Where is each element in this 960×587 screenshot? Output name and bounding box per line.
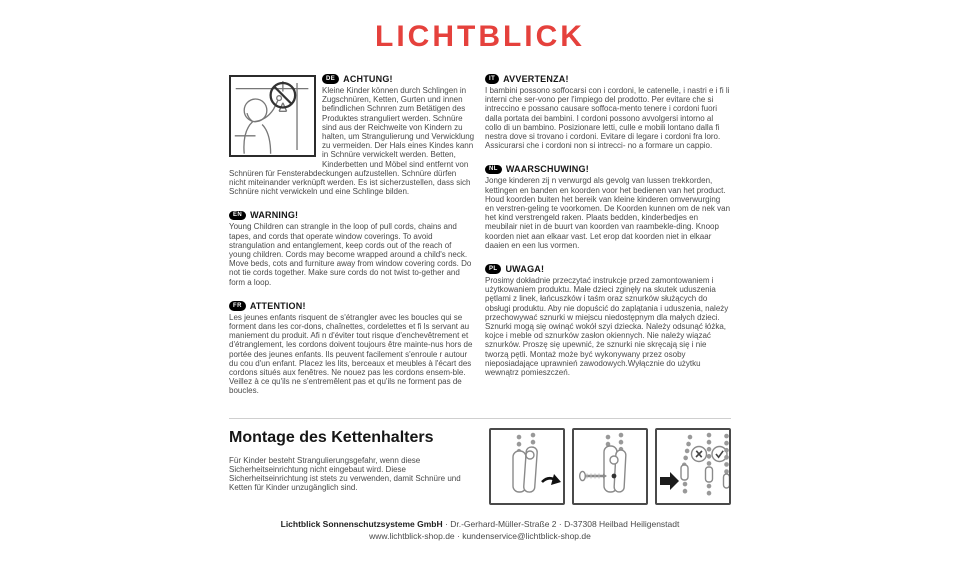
section-pl xyxy=(485,263,731,377)
arrow-right-icon xyxy=(660,472,679,490)
section-body-de: Kleine Kinder können durch Schlingen in Zugschnüren, Ketten, Gurten und innen befindlichen Schnren zum Betätigen des Produktes stranguliert werden. Schnüre sind aus der Reichweite von Kindern zu halten, um Strangulierung und Verwicklung zu vermeiden. Der Hals eines Kindes kann in Schnüre verwickelt werden. Betten, Kinderbetten und Möbel sind entfernt von Schnüren für Fensterabdeckungen aufzustellen. Schnüre dürfen nicht miteinander verknüpft werden. Es ist sicherzustellen, dass sich Schnüre nicht verwickeln und eine Schlinge bilden. xyxy=(229,86,475,197)
instruction-sheet xyxy=(229,0,731,542)
section-divider xyxy=(229,418,731,419)
footer xyxy=(229,518,731,542)
section-fr xyxy=(229,300,475,396)
company-address: Dr.-Gerhard-Müller-Straße 2 · D-37308 Heilbad Heiligenstadt xyxy=(450,518,680,529)
section-body-nl: Jonge kinderen zij n verwurgd als gevolg van lussen trekkorden, kettingen en banden en koorden voor het bedienen van het product. Houd koorden buiten het bereik van kleine kinderen omverwurging en verstren-geling te voorkomen. De Koorden kunnen om de nek van het kind verstrengeld raken. Plaats bedden, kinderbedjes en meubilair niet in de buurt van koorden van raambekle-ding. Knoop koorden niet aan elkaar vast. Let erop dat koorden niet in elkaar daaien en een lus vormen. xyxy=(485,176,731,250)
lang-badge-de: DE xyxy=(322,74,339,84)
footer-separator: · xyxy=(445,518,448,529)
section-title-nl: WAARSCHUWING! xyxy=(505,164,589,175)
company-name: Lichtblick Sonnenschutzsysteme GmbH xyxy=(280,518,443,529)
section-body-fr: Les jeunes enfants risquent de s'étrangler avec les boucles qui se forment dans les cor-dons, chaînettes, cordelettes et fi ls servant au maniement du produit. Afi n d'éviter tout risque d'enchevêtrement et d'étranglement, les cordons doivent toujours être mainte-nus hors de portée des jeunes enfants. Ils peuvent facilement s'enroule r autour du cou d'un enfant. Placez les lits, berceaux et meubles à l'écart des cordons situés aux fenêtres. Ne nouez pas les cordons ensem-ble. Veillez à ce qu'ils ne s'entremêlent pas et qu'ils ne forment pas de boucles. xyxy=(229,312,473,396)
footer-company-line xyxy=(229,518,731,530)
section-en xyxy=(229,209,475,286)
section-body-pl: Prosimy dokładnie przeczytać instrukcje przed zamontowaniem i użytkowaniem produktu. Małe dzieci zginęły na skutek uduszenia pętlami z linek, łańcuszków i taśm oraz sznurków służących do obsługi produktu. Aby nie dopuścić do zaplątania i uduszenia, należy przechowywać sznurki w miejscu niedostępnym dla małych dzieci. Sznurki mogą się owinąć wokół szyi dziecka. Należy odsunąć łóżka, kojce i meble od sznurków zasłon okiennych. Nie należy wiązać sznurków. Proszę się upewnić, że sznurki nie skręcają się i nie tworzą pętli. Montaż może być wykonywany przez osoby nieposiadające uprawnień zawodowych.Wyłącznie do użytku wewnątrz pomieszczeń. xyxy=(485,276,729,378)
lang-badge-pl: PL xyxy=(485,264,501,274)
section-title-de: ACHTUNG! xyxy=(343,74,393,84)
child-cord-warning-illustration xyxy=(229,75,316,157)
lang-badge-fr: FR xyxy=(229,301,246,311)
footer-contact-line: www.lichtblick-shop.de · kundenservice@lichtblick-shop.de xyxy=(369,530,591,541)
section-body-it: I bambini possono soffocarsi con i cordoni, le catenelle, i nastri e i fi li interni che ser-vono per l'impiego del prodotto. Per evitare che si intreccino e possano causare soffoca-mento tenere i cordoni fuori dalla portata dei bambini. I cordoni possono avvolgersi intorno al collo di un bambino. Posizionare letti, culle e mobili lontano dalla fi nestra dove si trovano i cordoni. Evitare di legare i cordoni fra loro. Assicurarsi che i cordoni non si intrecci- no a formare un cappio. xyxy=(485,86,730,151)
montage-title: Montage des Kettenhalters xyxy=(229,428,434,446)
rotate-arrow-icon xyxy=(551,474,561,485)
section-title-en: WARNING! xyxy=(250,210,299,221)
figure-rotate-chain-holder xyxy=(489,428,565,505)
montage-section xyxy=(229,428,731,505)
figure-incorrect-vs-correct-mounting xyxy=(655,428,731,505)
chain-holder xyxy=(681,465,688,480)
lang-badge-nl: NL xyxy=(485,165,502,175)
section-de xyxy=(229,73,475,196)
right-column xyxy=(485,73,731,409)
section-title-fr: ATTENTION! xyxy=(249,300,306,311)
chain-holder xyxy=(724,474,730,488)
left-column xyxy=(229,73,475,409)
section-nl xyxy=(485,163,731,250)
cross-icon xyxy=(692,446,707,461)
montage-figures xyxy=(489,428,731,505)
child-reaching-cord-icon xyxy=(231,77,314,155)
brand-logo: LICHTBLICK xyxy=(375,20,585,53)
chain-holder xyxy=(706,467,713,482)
section-title-it: AVVERTENZA! xyxy=(503,74,569,84)
lang-badge-it: IT xyxy=(485,74,499,84)
warning-columns xyxy=(229,73,731,409)
fixing-point xyxy=(612,473,617,478)
section-title-pl: UWAGA! xyxy=(505,264,545,275)
lang-badge-en: EN xyxy=(229,211,246,221)
figure-screw-chain-holder xyxy=(572,428,648,505)
bead-chain xyxy=(684,437,690,466)
screw-icon xyxy=(580,471,607,480)
section-it xyxy=(485,73,731,150)
montage-body: Für Kinder besteht Strangulierungsgefahr, wenn diese Sicherheitseinrichtung nicht eingebaut wird. Diese Sicherheitseinrichtung ist stets zu verwenden, damit Schnüre und Ketten für Kinder unzugänglich sind. xyxy=(229,455,461,493)
section-body-en: Young Children can strangle in the loop of pull cords, chains and tapes, and cords that operate window coverings. To avoid strangulation and entanglement, keep cords out of the reach of young children. Cords may become wrapped around a child's neck. Move beds, cots and furniture away from window covering cords. Do not tie cords together. Make sure cords do not twist to-gether and form a loop. xyxy=(229,222,472,287)
